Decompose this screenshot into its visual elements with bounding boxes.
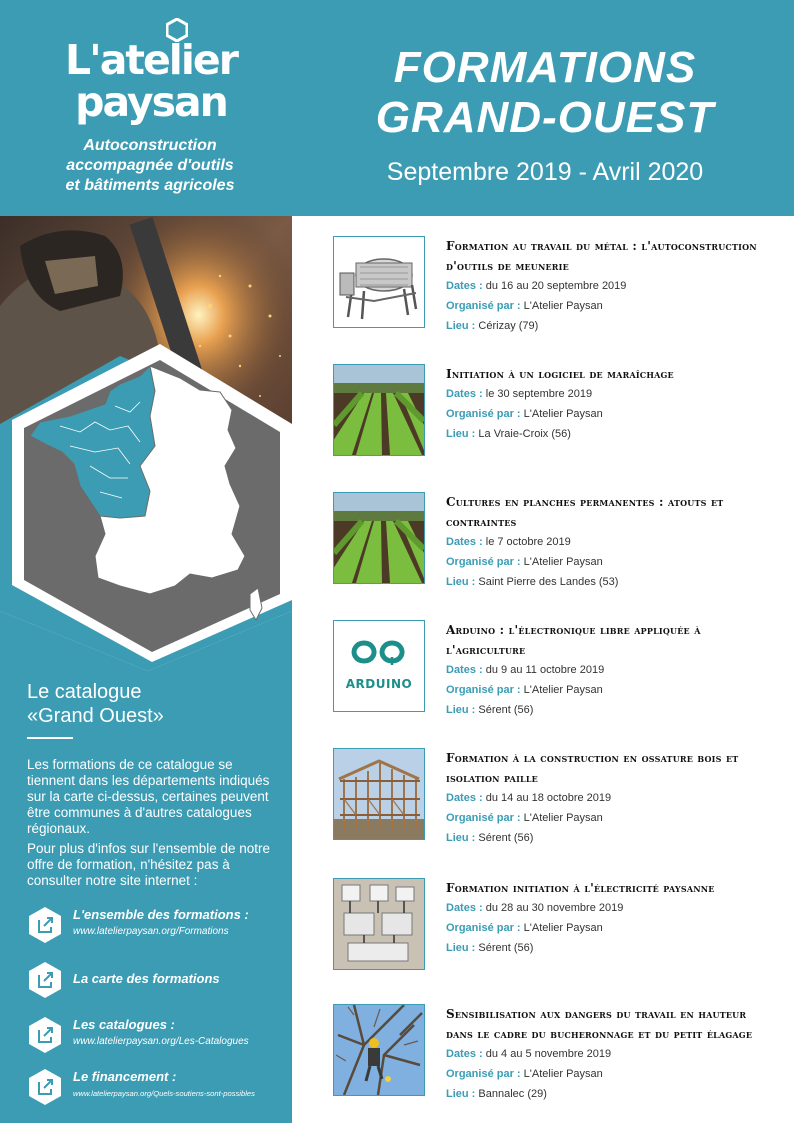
course-thumbnail (333, 878, 425, 970)
course-title: Formation à la construction en ossature bois et isolation paille (446, 751, 739, 785)
header-banner (0, 0, 794, 216)
page-title-line-2: GRAND-OUEST (375, 93, 715, 142)
course-place: Lieu : Sérent (56) (446, 704, 534, 716)
course-info (446, 620, 776, 720)
course-thumbnail (333, 492, 425, 584)
course-thumbnail (333, 236, 425, 328)
course-info (446, 748, 776, 848)
course-place: Lieu : La Vraie-Croix (56) (446, 428, 571, 440)
course-thumbnail (333, 748, 425, 840)
course-thumbnail (333, 620, 425, 712)
link-title: Le financement : (73, 1069, 177, 1084)
course-dates: Dates : le 30 septembre 2019 (446, 388, 593, 400)
course-dates: Dates : du 14 au 18 octobre 2019 (446, 792, 612, 804)
course-title: Formation initiation à l'électricité paysanne (446, 881, 715, 895)
machine-icon (334, 237, 424, 327)
catalogue-description: Les formations de ce catalogue se tiennent dans les départements indiqués sur la carte ci-dessus, certaines peuvent être communes à d'autres catalogues régionaux. (27, 757, 270, 836)
course-thumbnail (333, 1004, 425, 1096)
title-divider (27, 737, 73, 739)
course-dates: Dates : du 4 au 5 novembre 2019 (446, 1048, 612, 1060)
course-organizer: Organisé par : L'Atelier Paysan (446, 922, 603, 934)
course-organizer: Organisé par : L'Atelier Paysan (446, 684, 603, 696)
course-info (446, 236, 776, 336)
external-link-icon (26, 961, 64, 999)
course-info (446, 364, 776, 444)
arduino-logo (334, 621, 424, 711)
course-place: Lieu : Sérent (56) (446, 832, 534, 844)
course-dates: Dates : le 7 octobre 2019 (446, 536, 571, 548)
left-column (0, 216, 292, 1123)
tree-climber-photo (334, 1005, 424, 1095)
link-url: www.latelierpaysan.org/Formations (73, 926, 229, 937)
course-title: Sensibilisation aux dangers du travail en hauteur dans le cadre du bucheronnage et du petit élagage (446, 1007, 753, 1041)
catalogue-title: Le catalogue «Grand Ouest» (27, 681, 164, 727)
course-title: Arduino : l'électronique libre appliquée à l'agriculture (446, 623, 701, 657)
course-title: Initiation à un logiciel de maraîchage (446, 367, 674, 381)
field-photo (334, 493, 424, 583)
link-url: www.latelierpaysan.org/Quels-soutiens-sont-possibles (73, 1089, 255, 1098)
logo-line-1: L'atelier (65, 36, 237, 84)
course-organizer: Organisé par : L'Atelier Paysan (446, 300, 603, 312)
course-organizer: Organisé par : L'Atelier Paysan (446, 1068, 603, 1080)
link-url: www.latelierpaysan.org/Les-Catalogues (73, 1036, 249, 1047)
external-link-icon (26, 1016, 64, 1054)
course-organizer: Organisé par : L'Atelier Paysan (446, 408, 603, 420)
course-dates: Dates : du 9 au 11 octobre 2019 (446, 664, 605, 676)
course-info (446, 492, 776, 592)
link-title: L'ensemble des formations : (73, 907, 249, 922)
course-place: Lieu : Saint Pierre des Landes (53) (446, 576, 619, 588)
arduino-wordmark: ARDUINO (345, 677, 413, 691)
external-link-icon (26, 1068, 64, 1106)
electrical-panel-photo (334, 879, 424, 969)
course-info (446, 878, 776, 958)
course-dates: Dates : du 28 au 30 novembre 2019 (446, 902, 624, 914)
course-dates: Dates : du 16 au 20 septembre 2019 (446, 280, 627, 292)
course-organizer: Organisé par : L'Atelier Paysan (446, 556, 603, 568)
external-link-icon (26, 906, 64, 944)
field-photo (334, 365, 424, 455)
page-title-line-1: FORMATIONS (393, 43, 697, 92)
course-title: Formation au travail du métal : l'autoconstruction d'outils de meunerie (446, 239, 757, 273)
catalogue-info: Pour plus d'infos sur l'ensemble de notre offre de formation, n'hésitez pas à consulter notre site internet : (27, 841, 271, 888)
course-place: Lieu : Sérent (56) (446, 942, 534, 954)
period-subtitle: Septembre 2019 - Avril 2020 (386, 158, 704, 186)
course-place: Lieu : Cérizay (79) (446, 320, 539, 332)
course-thumbnail (333, 364, 425, 456)
course-organizer: Organisé par : L'Atelier Paysan (446, 812, 603, 824)
logo-tagline: Autoconstruction accompagnée d'outils et bâtiments agricoles (65, 137, 235, 194)
logo-line-2: paysan (75, 78, 227, 126)
course-info (446, 1004, 776, 1104)
link-title: Les catalogues : (73, 1017, 175, 1032)
timber-frame-photo (334, 749, 424, 839)
course-title: Cultures en planches permanentes : atouts et contraintes (446, 495, 724, 529)
link-title: La carte des formations (73, 971, 220, 986)
course-place: Lieu : Bannalec (29) (446, 1088, 547, 1100)
